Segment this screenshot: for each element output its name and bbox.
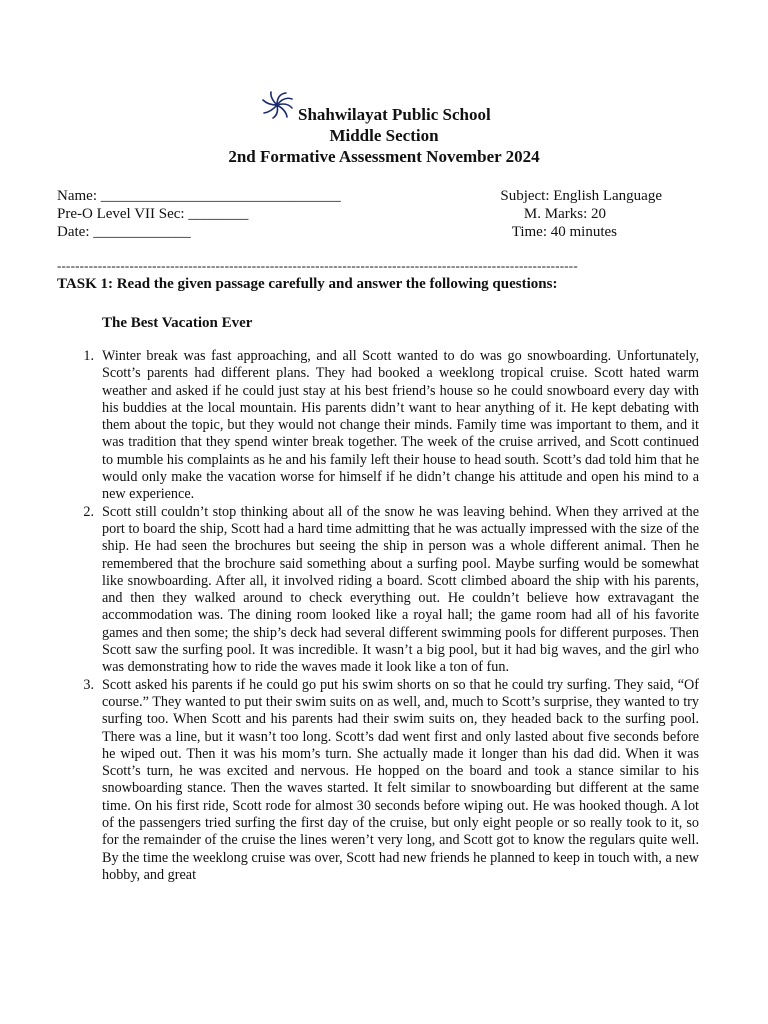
class-field: Pre-O Level VII Sec: ________ — [57, 206, 249, 222]
passage — [57, 348, 699, 884]
school-name: Shahwilayat Public School — [298, 105, 491, 124]
student-info — [57, 187, 662, 241]
school-logo-icon — [259, 90, 295, 120]
paragraph-number: 3. — [83, 676, 94, 693]
paragraph-text: Scott still couldn’t stop thinking about all of the snow he was leaving behind. When they arrived at the port to board the ship, Scott had a hard time admitting that he was actually impressed with the size of the ship. He had seen the brochures but seeing the ship in person was a whole different animal. Then he remembered that the brochure said something about a surfing pool. Maybe surfing would be somewhat like snowboarding. After all, it involved riding a board. Scott climbed aboard the ship with his parents, and then they walked around to check everything out. He couldn’t believe how extravagant the accommodation was. The dining room looked like a royal hall; the game room had all of his favorite games and then some; the ship’s deck had several different swimming pools for different purposes. Then Scott saw the surfing pool. It was incredible. It wasn’t a big pool, but it had big waves, and the girl who was demonstrating how to ride the waves made it look like a ton of fun. — [102, 503, 699, 676]
section-block — [0, 125, 768, 167]
section-name: Middle Section — [329, 126, 439, 145]
info-row — [57, 187, 662, 205]
school-line — [0, 92, 768, 124]
paragraph-number: 1. — [83, 348, 94, 364]
info-row — [57, 223, 662, 241]
assessment-title: 2nd Formative Assessment November 2024 — [228, 147, 540, 166]
task-instruction: TASK 1: Read the given passage carefully and answer the following questions: — [57, 276, 558, 292]
paragraph-1 — [57, 348, 699, 504]
date-field: Date: _____________ — [57, 224, 191, 240]
document-header — [0, 92, 768, 124]
paragraph-3 — [57, 677, 699, 885]
paragraph-2 — [57, 504, 699, 677]
marks-label: M. Marks: 20 — [523, 206, 606, 222]
paragraph-number: 2. — [83, 503, 94, 520]
subject-label: Subject: English Language — [500, 188, 662, 204]
name-field: Name: ________________________________ — [57, 188, 341, 204]
paragraph-text: Scott asked his parents if he could go put his swim shorts on so that he could try surfing. They said, “Of course.” They wanted to put their swim suits on as well, and, much to Scott’s surprise, they wanted to try surfing too. When Scott and his parents had their swim suits on, they headed back to the surfing pool. There was a line, but it wasn’t too long. Scott’s dad went first and only lasted about five seconds before he wiped out. Then it was his mom’s turn. She actually made it longer than his dad did. When it was Scott’s turn, he was excited and nervous. He hopped on the board and took a stance similar to his snowboarding stance. Then the waves started. It felt similar to snowboarding but different at the same time. On his first ride, Scott rode for almost 30 seconds before wiping out. He was hooked though. A lot of the passengers tried surfing the first day of the cruise, but only eight people or so really took to it, so for the remainder of the cruise the lines weren’t very long, and Scott got to know the regulars quite well. By the time the weeklong cruise was over, Scott had new friends he planned to keep in touch with, a new hobby, and great — [102, 676, 699, 883]
time-label: Time: 40 minutes — [511, 224, 617, 240]
info-row — [57, 205, 662, 223]
dashed-divider: ------------------------------------------------------------------------------------------------------------------- — [57, 258, 578, 273]
paragraph-text: Winter break was fast approaching, and all Scott wanted to do was go snowboarding. Unfortunately, Scott’s parents had different plans. They had booked a weeklong tropical cruise. Scott hated warm weather and asked if he could just stay at his best friend’s house so he could snowboard every day with his buddies at the local mountain. His parents didn’t want to hear anything of it. He kept debating with them about the topic, but they would not change their minds. Family time was important to them, and it was tradition that they spend winter break together. The week of the cruise arrived, and Scott continued to mumble his complaints as he and his family left their house to head south. Scott’s dad told him that he would only make the vacation worse for himself if he didn’t change his attitude and open his mind to a new experience. — [102, 348, 699, 503]
passage-title: The Best Vacation Ever — [102, 315, 253, 331]
